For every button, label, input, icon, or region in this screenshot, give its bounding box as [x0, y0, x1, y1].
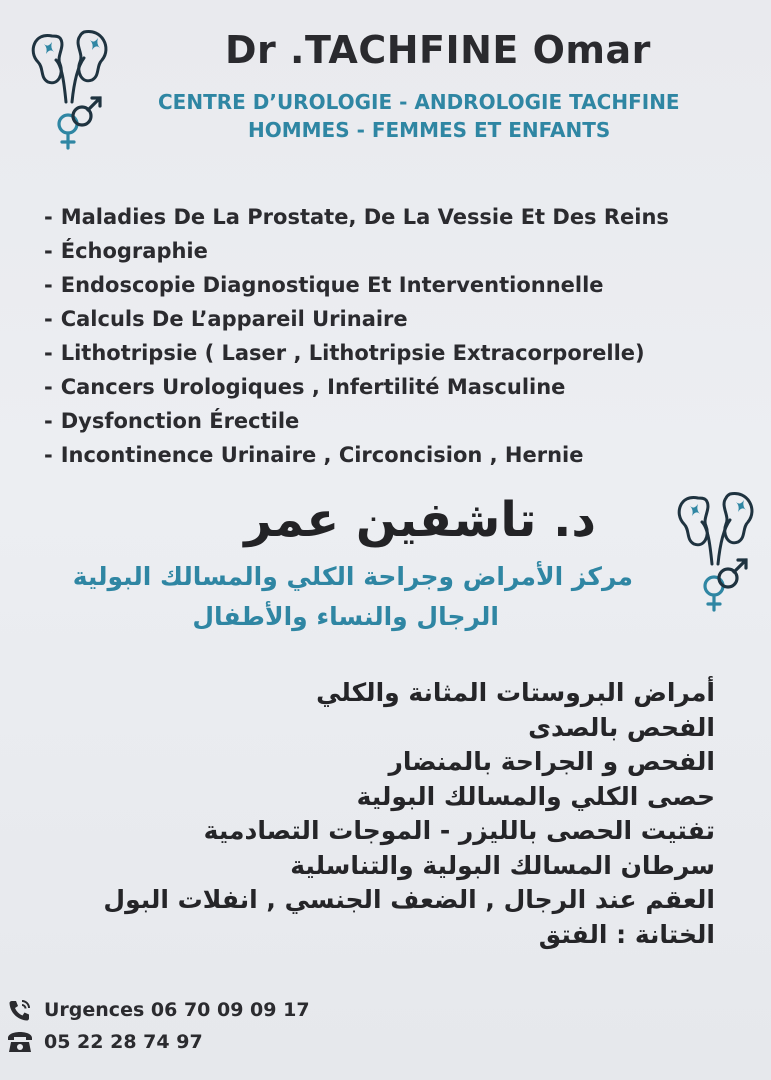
- list-item: - Cancers Urologiques , Infertilité Masculine: [44, 375, 566, 399]
- services-list-fr: [44, 200, 669, 472]
- list-item: سرطان المسالك البولية والتناسلية: [290, 850, 715, 880]
- list-item: - Maladies De La Prostate, De La Vessie Et Des Reins: [44, 205, 669, 229]
- list-item: الفحص بالصدى: [528, 712, 715, 742]
- kidney-gender-logo-icon: [668, 484, 764, 614]
- list-item: - Calculs De L’appareil Urinaire: [44, 307, 408, 331]
- list-item: تفتيت الحصى بالليزر - الموجات التصادمية: [203, 816, 715, 845]
- audience-subtitle-arabic: الرجال والنساء والأطفال: [192, 602, 499, 631]
- list-item: حصى الكلي والمسالك البولية: [356, 781, 715, 811]
- list-item: - Échographie: [44, 239, 208, 263]
- services-list-ar: [103, 676, 715, 952]
- telephone-icon: [6, 1030, 34, 1054]
- list-item: الختانة : الفتق: [538, 919, 715, 949]
- phone-contact[interactable]: [6, 1030, 203, 1054]
- doctor-name: Dr .TACHFINE Omar: [225, 28, 651, 72]
- kidney-gender-logo-icon: [22, 22, 118, 152]
- phone-number: 05 22 28 74 97: [44, 1031, 203, 1053]
- list-item: أمراض البروستات المثانة والكلي: [316, 678, 715, 707]
- center-title: CENTRE D’UROLOGIE - ANDROLOGIE TACHFINE: [158, 90, 680, 114]
- list-item: الفحص و الجراحة بالمنضار: [388, 747, 715, 776]
- phone-call-icon: [6, 998, 34, 1022]
- list-item: - Lithotripsie ( Laser , Lithotripsie Extracorporelle): [44, 341, 645, 365]
- urgences-number: Urgences 06 70 09 09 17: [44, 999, 310, 1021]
- audience-subtitle: HOMMES - FEMMES ET ENFANTS: [248, 118, 611, 142]
- list-item: العقم عند الرجال , الضعف الجنسي , انفلات البول: [103, 885, 715, 914]
- urgences-contact[interactable]: [6, 998, 310, 1022]
- list-item: - Dysfonction Érectile: [44, 409, 300, 433]
- list-item: - Incontinence Urinaire , Circoncision , Hernie: [44, 443, 584, 467]
- list-item: - Endoscopie Diagnostique Et Interventionnelle: [44, 273, 604, 297]
- center-title-arabic: مركز الأمراض وجراحة الكلي والمسالك البولية: [72, 562, 633, 591]
- doctor-name-arabic: د. تاشفين عمر: [244, 492, 596, 548]
